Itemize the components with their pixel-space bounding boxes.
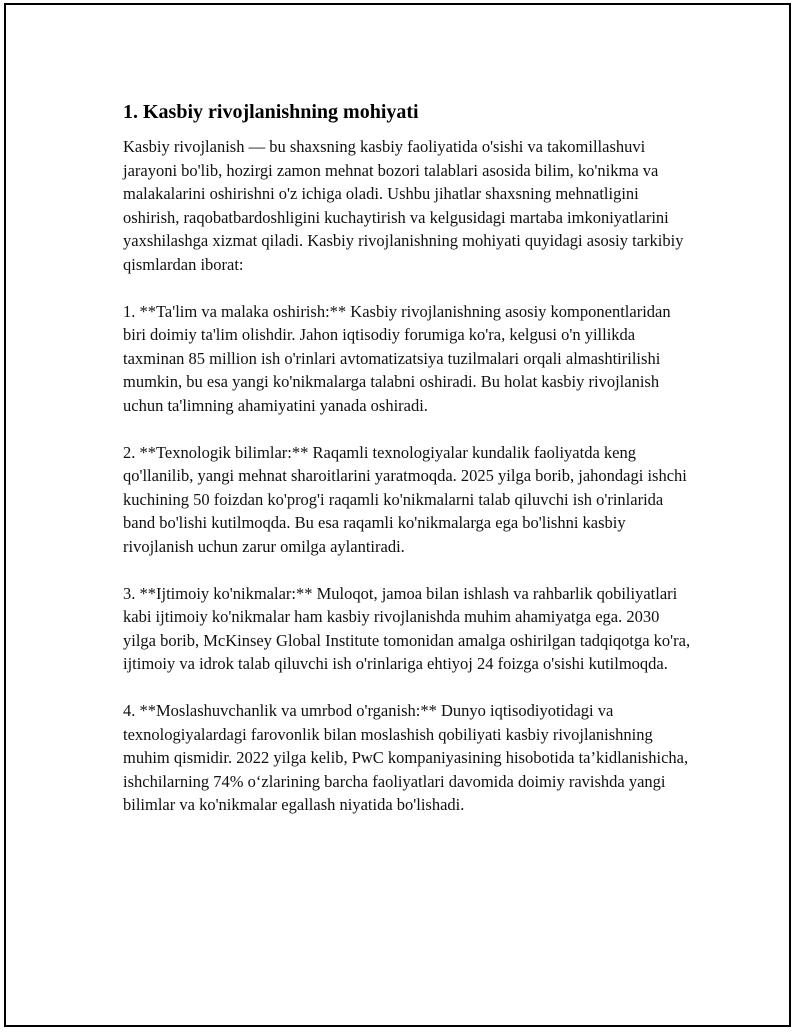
document-content [123,98,693,840]
paragraph-social-skills: 3. **Ijtimoiy ko'nikmalar:** Muloqot, jamoa bilan ishlash va rahbarlik qobiliyatlari kabi ijtimoiy ko'nikmalar ham kasbiy rivojlanishda muhim ahamiyatga ega. 2030 yilga borib, McKinsey Global Institute tomonidan amalga oshirilgan tadqiqotga ko'ra, ijtimoiy va idrok talab qiluvchi ish o'rinlariga ehtiyoj 24 foizga o'sishi kutilmoqda. [123,583,691,673]
paragraph-technology: 2. **Texnologik bilimlar:** Raqamli texnologiyalar kundalik faoliyatda keng qo'llanilib, yangi mehnat sharoitlarini yaratmoqda. 2025 yilga borib, jahondagi ishchi kuchining 50 foizdan ko'prog'i raqamli ko'nikmalarni talab qiluvchi ish o'rinlarida band bo'lishi kutilmoqda. Bu esa raqamli ko'nikmalarga ega bo'lishni kasbiy rivojlanish uchun zarur omilga aylantiradi. [123,442,687,556]
paragraph-adaptability: 4. **Moslashuvchanlik va umrbod o'rganish:** Dunyo iqtisodiyotidagi va texnologiyalardagi farovonlik bilan moslashish qobiliyati kasbiy rivojlanishning muhim qismidir. 2022 yilga kelib, PwC kompaniyasining hisobotida ta’kidlanishicha, ishchilarning 74% o‘zlarining barcha faoliyatlari davomida doimiy ravishda yangi bilimlar va ko'nikmalar egallash niyatida bo'lishadi. [123,701,689,814]
section-heading: 1. Kasbiy rivojlanishning mohiyati [123,101,419,123]
paragraph-education: 1. **Ta'lim va malaka oshirish:** Kasbiy rivojlanishning asosiy komponentlaridan biri doimiy ta'lim olishdir. Jahon iqtisodiy forumiga ko'ra, kelgusi o'n yillikda taxminan 85 million ish o'rinlari avtomatizatsiya tuzilmalari orqali almashtirilishi mumkin, bu esa yangi ko'nikmalarga talabni oshiradi. Bu holat kasbiy rivojlanish uchun ta'limning ahamiyatini yanada oshiradi. [123,301,671,415]
page-frame [4,3,791,1027]
intro-paragraph: Kasbiy rivojlanish — bu shaxsning kasbiy faoliyatida o'sishi va takomillashuvi jarayoni bo'lib, hozirgi zamon mehnat bozori talablari asosida bilim, ko'nikma va malakalarini oshirishni o'z ichiga oladi. Ushbu jihatlar shaxsning mehnatligini oshirish, raqobatbardoshligini kuchaytirish va kelgusidagi martaba imkoniyatlarini yaxshilashga xizmat qiladi. Kasbiy rivojlanishning mohiyati quyidagi asosiy tarkibiy qismlardan iborat: [123,137,684,274]
